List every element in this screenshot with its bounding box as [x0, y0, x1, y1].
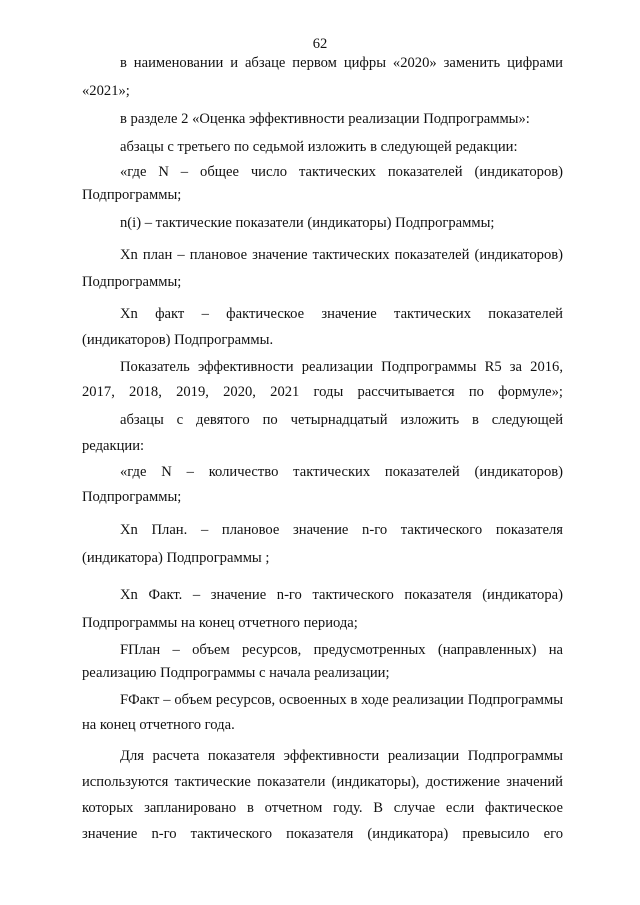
text-line: значение n-го тактического показателя (индикатора) превысило его [82, 826, 563, 842]
formula-term-line [120, 640, 563, 660]
formula-term-line [120, 304, 563, 324]
formula-term-line [120, 690, 563, 710]
text-line: Подпрограммы на конец отчетного периода; [82, 615, 358, 631]
text-line: FПлан – объем ресурсов, предусмотренных (направленных) на [120, 642, 563, 658]
text-line: Подпрограммы; [82, 274, 182, 290]
text-line: реализацию Подпрограммы с начала реализации; [82, 665, 390, 681]
text-line: «где N – количество тактических показателей (индикаторов) [120, 464, 563, 480]
text-line: FФакт – объем ресурсов, освоенных в ходе реализации Подпрограммы [120, 692, 563, 708]
text-line: используются тактические показатели (индикаторы), достижение значений [82, 774, 563, 790]
text-line: Показатель эффективности реализации Подпрограммы R5 за 2016, [120, 359, 563, 375]
text-line: Xn факт – фактическое значение тактических показателей [120, 306, 563, 322]
formula-term-line [120, 213, 563, 233]
formula-term-line [120, 585, 563, 605]
text-line: абзацы с девятого по четырнадцатый изложить в следующей [120, 412, 563, 428]
text-line: Для расчета показателя эффективности реализации Подпрограммы [120, 748, 563, 764]
text-line: «2021»; [82, 83, 130, 99]
text-line: которых запланировано в отчетном году. В случае если фактическое [82, 800, 563, 816]
text-line: абзацы с третьего по седьмой изложить в следующей редакции: [120, 139, 518, 155]
text-line: в разделе 2 «Оценка эффективности реализации Подпрограммы»: [120, 111, 530, 127]
page-number: 62 [312, 36, 328, 52]
formula-term-line [120, 245, 563, 265]
text-line: на конец отчетного года. [82, 717, 235, 733]
text-line: Подпрограммы; [82, 489, 182, 505]
text-line: Подпрограммы; [82, 187, 182, 203]
text-line: Xn Факт. – значение n-го тактического показателя (индикатора) [120, 587, 563, 603]
text-line: 2017, 2018, 2019, 2020, 2021 годы рассчитывается по формуле»; [82, 384, 563, 400]
text-line: редакции: [82, 438, 145, 454]
text-line: в наименовании и абзаце первом цифры «2020» заменить цифрами [120, 55, 563, 71]
text-line: (индикатора) Подпрограммы ; [82, 550, 270, 566]
text-line: Xn План. – плановое значение n-го тактического показателя [120, 522, 563, 538]
text-line: n(i) – тактические показатели (индикаторы) Подпрограммы; [120, 215, 495, 231]
text-line: Xn план – плановое значение тактических показателей (индикаторов) [120, 247, 563, 263]
formula-term-line [120, 520, 563, 540]
text-line: (индикаторов) Подпрограммы. [82, 332, 274, 348]
text-line: «где N – общее число тактических показателей (индикаторов) [120, 164, 563, 180]
